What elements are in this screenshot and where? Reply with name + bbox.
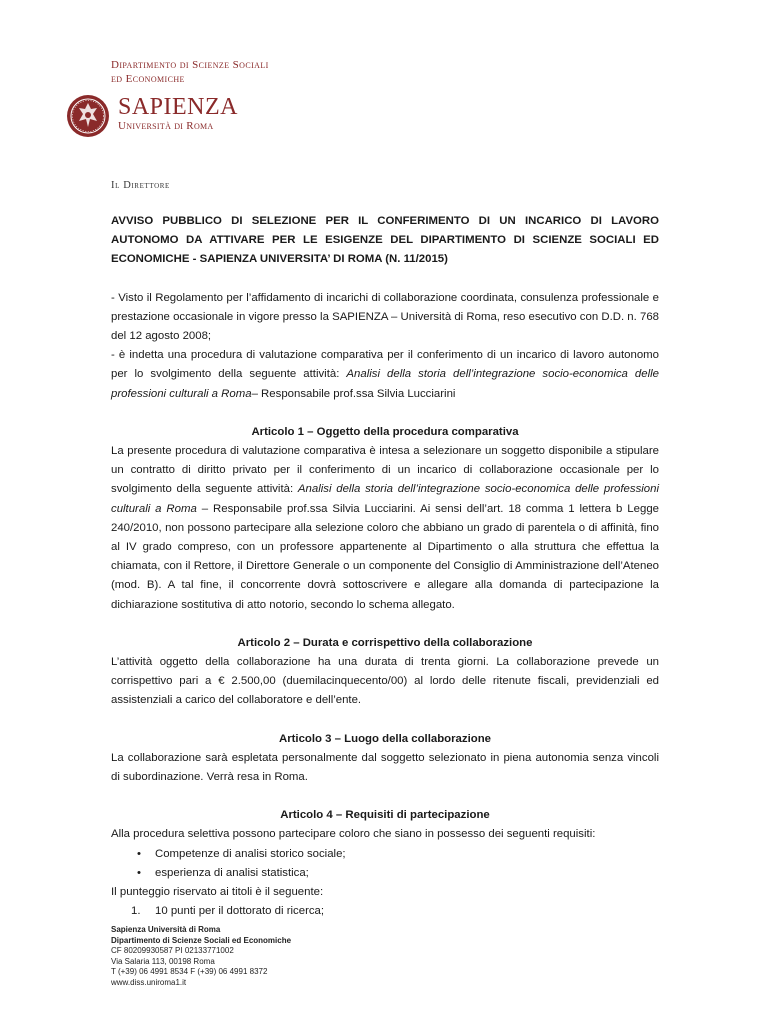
- list-item: [111, 902, 659, 921]
- footer-website: www.diss.uniroma1.it: [111, 977, 187, 987]
- article-1-heading: Articolo 1 – Oggetto della procedura comparativa: [251, 425, 519, 438]
- document-body: [111, 212, 659, 922]
- page-footer: [111, 925, 291, 988]
- intro-paragraph-2: [111, 346, 659, 404]
- article-4-intro: Alla procedura selettiva possono partecipare coloro che siano in possesso dei seguenti requisiti:: [111, 828, 596, 841]
- list-item: • esperienza di analisi statistica;: [111, 864, 659, 883]
- scores-list: [111, 902, 659, 921]
- article-3-heading: Articolo 3 – Luogo della collaborazione: [278, 732, 492, 745]
- brand-block: [118, 94, 238, 132]
- article-3-text: La collaborazione sarà espletata personalmente dal soggetto selezionato in piena autonomia senza vincoli di subordinazione. Verrà resa in Roma.: [111, 751, 659, 784]
- brand-university: Università di Roma: [118, 120, 214, 132]
- list-item: • Competenze di analisi storico sociale;: [111, 845, 659, 864]
- department-line-2: ed Economiche: [111, 73, 185, 85]
- intro-p2-text: - è indetta una procedura di valutazione comparativa per il conferimento di un incarico di lavoro autonomo per lo svolgimento della seguente attività:: [111, 349, 659, 381]
- footer-tax-codes: CF 80209930587 PI 02133771002: [111, 946, 234, 955]
- article-1-text-a: La presente procedura di valutazione comparativa è intesa a selezionare un soggetto disponibile a stipulare un contratto di diritto privato per il conferimento di un incarico di collaborazione occasionale per lo svolgimento della seguente attività:: [111, 445, 659, 496]
- footer-address: Via Salaria 113, 00198 Roma: [111, 956, 215, 966]
- article-2-heading: Articolo 2 – Durata e corrispettivo della collaborazione: [237, 636, 533, 649]
- article-1-text-b: – Responsabile prof.ssa Silvia Lucciarini. Ai sensi dell’art. 18 comma 1 lettera b Legge 240/2010, non possono partecipare alla selezione coloro che abbiano un grado di parentela o di affinità, fino al IV grado compreso, con un professore appartenente al Dipartimento o alla struttura che effettua la chiamata, con il Rettore, il Direttore Generale o un componente del Consiglio di Amministrazione dell’Ateneo (mod. B). A tal fine, il concorrente dovrà sottoscrivere e allegare alla domanda di partecipazione la dichiarazione sostitutiva di atto notorio, secondo lo schema allegato.: [111, 502, 659, 611]
- article-1-activity: Analisi della storia dell’integrazione socio-economica delle professioni culturali a Roma: [111, 483, 659, 515]
- director-label: Il Direttore: [111, 180, 170, 191]
- department-name: [111, 58, 351, 86]
- document-title: AVVISO PUBBLICO DI SELEZIONE PER IL CONFERIMENTO DI UN INCARICO DI LAVORO AUTONOMO DA ATTIVARE PER LE ESIGENZE DEL DIPARTIMENTO DI SCIENZE SOCIALI ED ECONOMICHE - SAPIENZA UNIVERSITA’ DI ROMA (N. 11/2015): [111, 215, 659, 266]
- article-1-text: [111, 442, 659, 615]
- sapienza-seal-icon: [66, 94, 110, 138]
- score-number: 1.: [131, 905, 141, 918]
- footer-phone: T (+39) 06 4991 8534 F (+39) 06 4991 8372: [111, 967, 268, 976]
- department-line-1: Dipartimento di Scienze Sociali: [111, 59, 269, 71]
- intro-paragraph-1: - Visto il Regolamento per l’affidamento di incarichi di collaborazione coordinata, consulenza professionale e prestazione occasionale in vigore presso la SAPIENZA – Università di Roma, reso esecutivo con D.D. n. 768 del 12 agosto 2008;: [111, 291, 659, 343]
- footer-department: Dipartimento di Scienze Sociali ed Economiche: [111, 935, 292, 945]
- score-intro: Il punteggio riservato ai titoli è il seguente:: [111, 886, 324, 899]
- brand-name: SAPIENZA: [118, 94, 239, 120]
- intro-p2-activity: Analisi della storia dell’integrazione socio-economica delle professioni culturali a Roma: [111, 368, 659, 400]
- article-2-text: L’attività oggetto della collaborazione ha una durata di trenta giorni. La collaborazione prevede un corrispettivo pari a € 2.500,00 (duemilacinquecento/00) al lordo delle ritenute fiscali, previdenziali ed assistenziali a carico del collaboratore e dell’ente.: [111, 656, 659, 707]
- footer-university: Sapienza Università di Roma: [111, 925, 221, 934]
- requirements-list: [111, 845, 659, 883]
- intro-p2-responsible: – Responsabile prof.ssa Silvia Lucciarini: [251, 387, 456, 400]
- article-4-heading: Articolo 4 – Requisiti di partecipazione: [280, 809, 490, 822]
- score-text: 10 punti per il dottorato di ricerca;: [155, 905, 325, 918]
